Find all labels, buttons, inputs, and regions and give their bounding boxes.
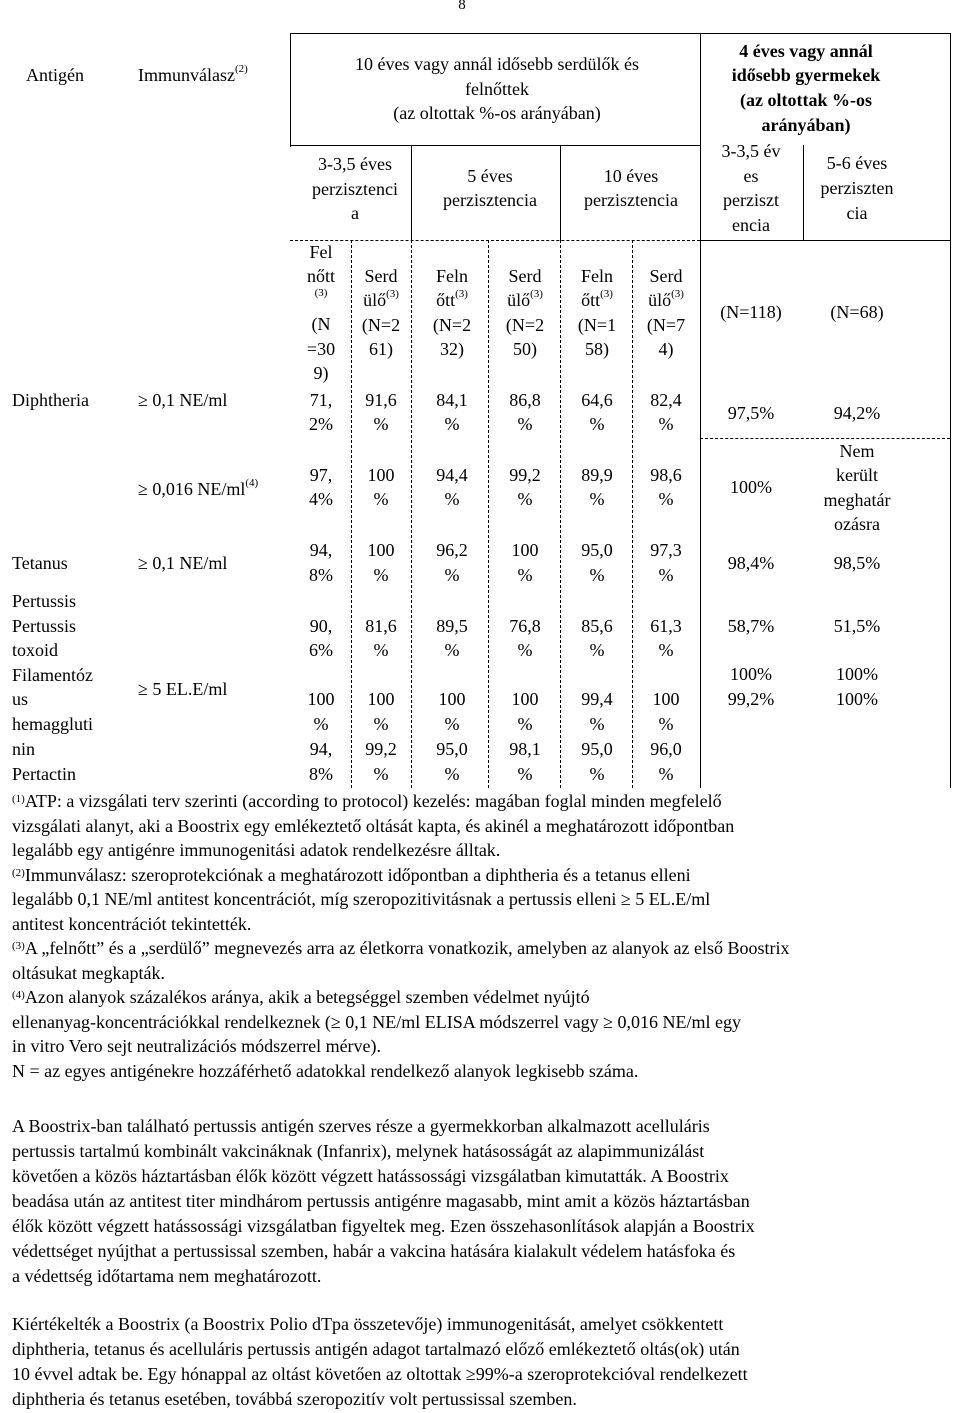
paragraph-booster: Kiértékelték a Boostrix (a Boostrix Polio dTpa összetevője) immunogenitását, amelyet csökkentett diphtheria, tetanus és acelluláris pertussis antigén adagot tartalmazó előző emlékeztető oltás(ok) után 10 évvel adtak be. Egy hónappal az oltást követően az oltottak ≥99%-a szeroprotekcióval rendelkezett diphtheria és tetanus esetében, továbbá szeropozitív volt pertussissal szemben. <box>12 1314 748 1409</box>
footnote-4-line: in vitro Vero sejt neutralizációs módszerrel mérve). <box>12 1036 382 1056</box>
response-pertussis: ≥ 5 EL.E/ml <box>138 679 228 699</box>
subheader-child-3: (N=118) <box>720 302 782 322</box>
paragraph-efficacy: A Boostrix-ban található pertussis antigén szerves része a gyermekkorban alkalmazott acelluláris pertussis tartalmú kombinált vakcináknak (Infanrix), melynek hatásosságát az alapimmunizálást követően a közös háztartásban élők között végzett hatássossági vizsgálatban kimutatták. A Boostrix beadása után az antitest titer mindhárom pertussis antigénre magasabb, mint amit a közös háztartásban élők között végzett hatássossági vizsgálatban figyeltek meg. Ezen összehasonlítások alapján a Boostrix védettséget nyújthat a pertussissal szemben, habár a vakcina hatására kialakult védelem hatásfoka és a védettség időtartama nem meghatározott. <box>12 1116 755 1286</box>
footnote-1-line: vizsgálati alanyt, aki a Boostrix egy emlékeztető oltását kapta, és akinél a meghatározott időpontban <box>12 815 735 836</box>
footnote-4-line: $^{(4)}$Azon alanyok százalékos aránya, akik a betegséggel szemben védelmet nyújtó <box>12 987 590 1007</box>
footnotes <box>12 789 952 1083</box>
footnote-1-line: $^{(1)}$ATP: a vizsgálati terv szerinti (according to protocol) kezelés: magában foglal minden megfelelő <box>12 791 722 811</box>
footnote-3-line: oltásukat megkapták. <box>12 962 165 983</box>
response-diph-1: ≥ 0,1 NE/ml <box>138 390 228 410</box>
footnote-4-line: ellenanyag-koncentrációkkal rendelkeznek (≥ 0,1 NE/ml ELISA módszerrel vagy ≥ 0,016 NE/ml egy <box>12 1011 742 1032</box>
footnote-1-line: legalább egy antigénre immunogenitási adatok rendelkezésre álltak. <box>12 840 501 860</box>
footnote-2-line: $^{(2)}$Immunválasz: szeroprotekciónak a meghatározott időpontban a diphtheria és a tetanus elleni <box>12 864 691 885</box>
footnote-3-line: $^{(3)}$A „felnőtt” és a „serdülő” megnevezés arra az életkorra vonatkozik, amelyben az alanyok az első Boostrix <box>12 938 790 958</box>
antigen-header: Antigén <box>26 65 84 85</box>
footnote-n: N = az egyes antigénekre hozzáférhető adatokkal rendelkező alanyok legkisebb száma. <box>12 1060 639 1081</box>
antigen-diphtheria: Diphtheria <box>12 390 89 410</box>
footnote-2-line: antitest koncentrációt tekintették. <box>12 913 252 934</box>
page-number: 8 <box>458 0 466 13</box>
footnote-2-line: legalább 0,1 NE/ml antitest koncentrációt, míg szeropozitivitásnak a pertussis elleni ≥ 5 EL.E/ml <box>12 889 711 909</box>
subheader-child-5: (N=68) <box>830 302 884 322</box>
immune-response-header: Immunválasz$^{(2)}$ <box>138 63 248 85</box>
antigen-tetanus: Tetanus <box>12 553 68 573</box>
response-diph-2: ≥ 0,016 $NE/ml^{(4)}$ <box>138 477 259 499</box>
response-tetanus: ≥ 0,1 NE/ml <box>138 553 228 573</box>
